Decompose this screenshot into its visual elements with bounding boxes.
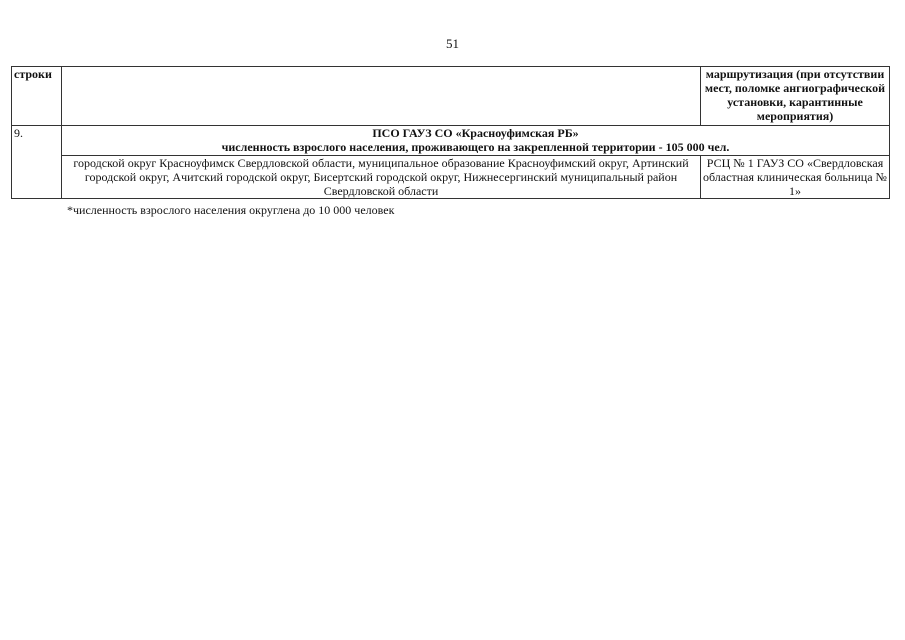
routing-cell: РСЦ № 1 ГАУЗ СО «Свердловская областная клиническая больница № 1» xyxy=(701,156,890,199)
page-number: 51 xyxy=(446,36,459,51)
table-header-row xyxy=(12,67,890,126)
header-area xyxy=(62,67,701,126)
section-population: численность взрослого населения, проживающего на закрепленной территории - 105 000 чел. xyxy=(221,140,730,154)
section-header-cell xyxy=(62,126,890,156)
routing-table xyxy=(11,66,890,199)
header-routing: маршрутизация (при отсутствии мест, поломке ангиографической установки, карантинные мероприятия) xyxy=(701,67,890,126)
header-row-number: строки xyxy=(12,67,62,126)
footnote: *численность взрослого населения округлена до 10 000 человек xyxy=(67,203,395,217)
table-row xyxy=(12,156,890,199)
section-title: ПСО ГАУЗ СО «Красноуфимская РБ» xyxy=(372,126,579,140)
area-cell: городской округ Красноуфимск Свердловской области, муниципальное образование Красноуфимский округ, Артинский городской округ, Ачитский городской округ, Бисертский городской округ, Нижнесергинский муниципальный район Свердловской области xyxy=(62,156,701,199)
row-number: 9. xyxy=(12,126,62,199)
section-row xyxy=(12,126,890,156)
